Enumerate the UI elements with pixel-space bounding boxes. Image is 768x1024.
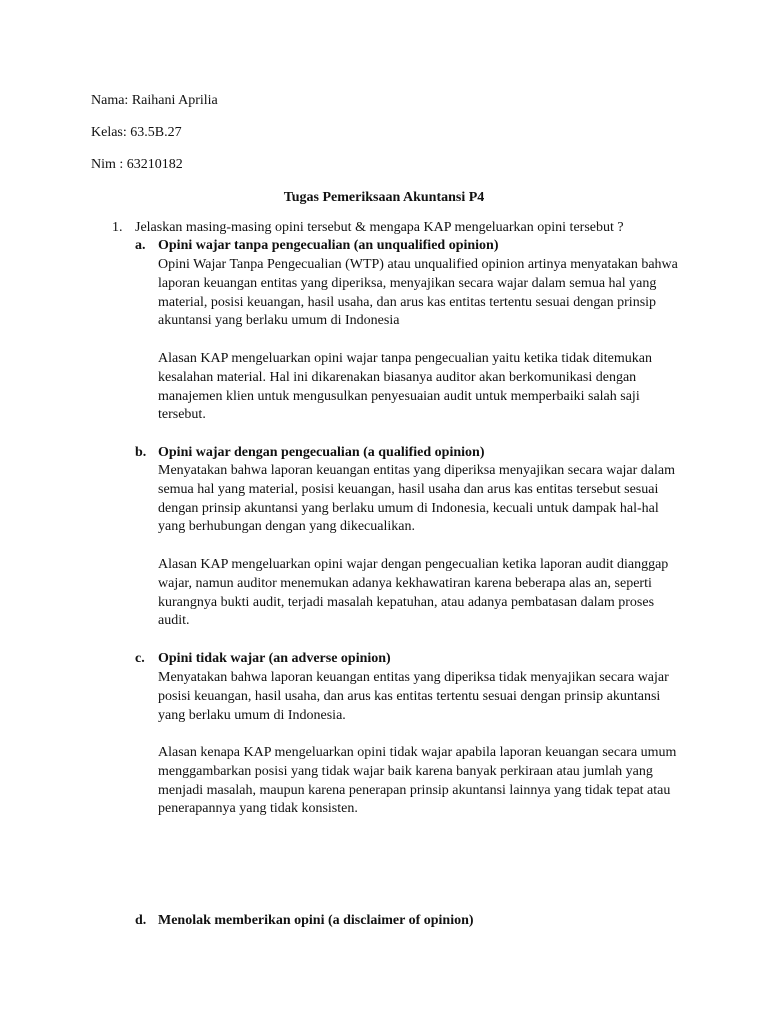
question-text: Jelaskan masing-masing opini tersebut & mengapa KAP mengeluarkan opini tersebut ? [135, 220, 624, 235]
paragraph-line: Alasan kenapa KAP mengeluarkan opini tidak wajar apabila laporan keuangan secara umum [158, 745, 677, 760]
paragraph-line: audit. [158, 613, 190, 629]
document-title: Tugas Pemeriksaan Akuntansi P4 [283, 190, 485, 205]
section-b-letter: b. [135, 445, 147, 460]
section-c-definition [158, 669, 688, 725]
paragraph-line: menjadi masalah, maupun karena penerapan prinsip akuntansi lainnya yang tidak tepat atau [158, 782, 671, 798]
paragraph-line: tersebut. [158, 407, 206, 423]
paragraph-line: posisi keuangan, hasil usaha, dan arus kas entitas tertentu sesuai dengan prinsip akuntansi [158, 688, 661, 704]
paragraph-line: semua hal yang material, posisi keuangan, hasil usaha dan arus kas entitas tersebut sesuai [158, 481, 659, 497]
section-b-reason [158, 556, 688, 631]
student-id: Nim : 63210182 [91, 157, 183, 172]
section-b-definition [158, 462, 688, 537]
student-name: Nama: Raihani Aprilia [91, 93, 218, 108]
question-number: 1. [112, 220, 123, 235]
paragraph-line: yang berlaku umum di Indonesia. [158, 707, 346, 723]
section-c-heading: Opini tidak wajar (an adverse opinion) [158, 651, 391, 666]
paragraph-line: kesalahan material. Hal ini dikarenakan biasanya auditor akan berkomunikasi dengan [158, 369, 637, 385]
paragraph-line: Alasan KAP mengeluarkan opini wajar dengan pengecualian ketika laporan audit dianggap [158, 557, 669, 572]
section-c-letter: c. [135, 651, 145, 666]
student-class: Kelas: 63.5B.27 [91, 125, 182, 140]
paragraph-line: manajemen klien untuk mengusulkan penyesuaian audit untuk memperbaiki salah saji [158, 388, 640, 404]
section-a-heading: Opini wajar tanpa pengecualian (an unqualified opinion) [158, 238, 499, 253]
paragraph-line: Menyatakan bahwa laporan keuangan entitas yang diperiksa tidak menyajikan secara wajar [158, 670, 669, 685]
section-c-reason [158, 744, 688, 819]
paragraph-line: wajar, namun auditor menemukan adanya kekhawatiran karena beberapa alas an, seperti [158, 575, 652, 591]
section-a-letter: a. [135, 238, 146, 253]
section-a-reason [158, 350, 688, 425]
paragraph-line: penerapannya yang tidak konsisten. [158, 801, 358, 817]
section-d-letter: d. [135, 913, 147, 928]
paragraph-line: kurangnya bukti audit, terjadi masalah kepatuhan, atau adanya pembatasan dalam proses [158, 594, 655, 610]
paragraph-line: akuntansi yang berlaku umum di Indonesia [158, 313, 400, 329]
paragraph-line: menggambarkan posisi yang tidak wajar baik karena banyak perkiraan atau jumlah yang [158, 763, 653, 779]
paragraph-line: Alasan KAP mengeluarkan opini wajar tanpa pengecualian yaitu ketika tidak ditemukan [158, 351, 652, 366]
paragraph-line: laporan keuangan entitas yang diperiksa, menyajikan secara wajar dalam semua hal yang [158, 275, 657, 291]
paragraph-line: Opini Wajar Tanpa Pengecualian (WTP) atau unqualified opinion artinya menyatakan bahwa [158, 257, 678, 272]
paragraph-line: dengan prinsip akuntansi yang berlaku umum di Indonesia, kecuali untuk dampak hal-hal [158, 500, 659, 516]
paragraph-line: material, posisi keuangan, hasil usaha, dan arus kas entitas tertentu sesuai dengan prinsip [158, 294, 657, 310]
paragraph-line: Menyatakan bahwa laporan keuangan entitas yang diperiksa menyajikan secara wajar dalam [158, 463, 676, 478]
section-d-heading: Menolak memberikan opini (a disclaimer of opinion) [158, 913, 474, 928]
paragraph-line: yang berhubungan dengan yang dikecualikan. [158, 519, 415, 535]
section-b-heading: Opini wajar dengan pengecualian (a qualified opinion) [158, 445, 485, 460]
section-a-definition [158, 256, 688, 331]
